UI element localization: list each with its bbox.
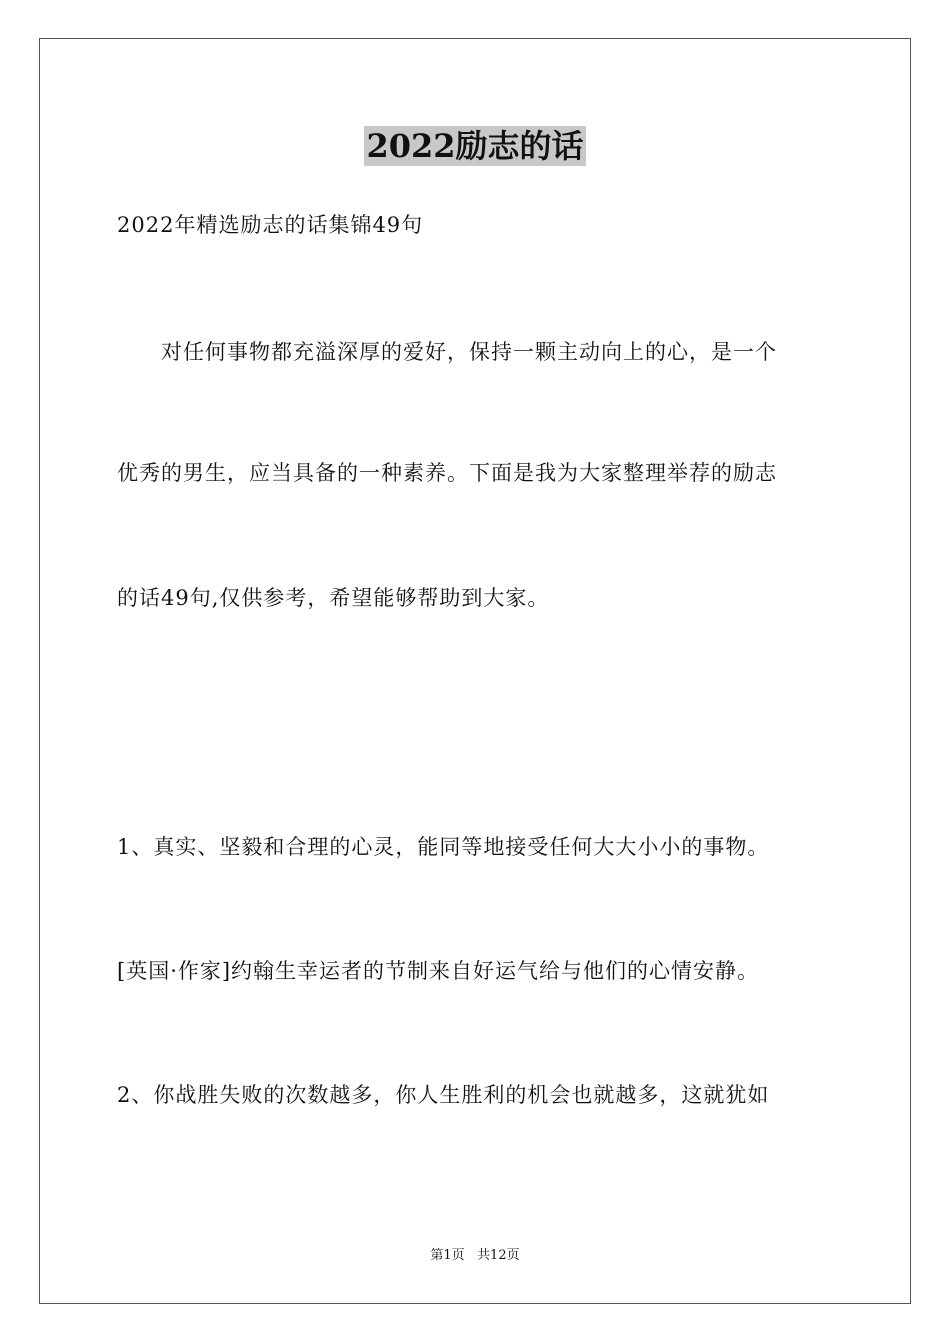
list-item: 2、你战胜失败的次数越多，你人生胜利的机会也就越多，这就犹如 [117, 1083, 770, 1107]
list-item: 1、真实、坚毅和合理的心灵，能同等地接受任何大大小小的事物。 [117, 835, 770, 859]
paragraph-line-2: 优秀的男生，应当具备的一种素养。下面是我为大家整理举荐的励志 [117, 461, 777, 485]
paragraph-line-3: 的话49句,仅供参考，希望能够帮助到大家。 [117, 586, 550, 610]
paragraph-line-1: 对任何事物都充溢深厚的爱好，保持一颗主动向上的心，是一个 [161, 340, 777, 364]
document-subtitle: 2022年精选励志的话集锦49句 [117, 213, 424, 237]
page-footer: 第1页 共12页 [430, 1248, 520, 1263]
list-item: [英国·作家]约翰生幸运者的节制来自好运气给与他们的心情安静。 [117, 959, 760, 983]
document-title: 2022励志的话 [366, 127, 584, 165]
title-container [0, 126, 950, 166]
